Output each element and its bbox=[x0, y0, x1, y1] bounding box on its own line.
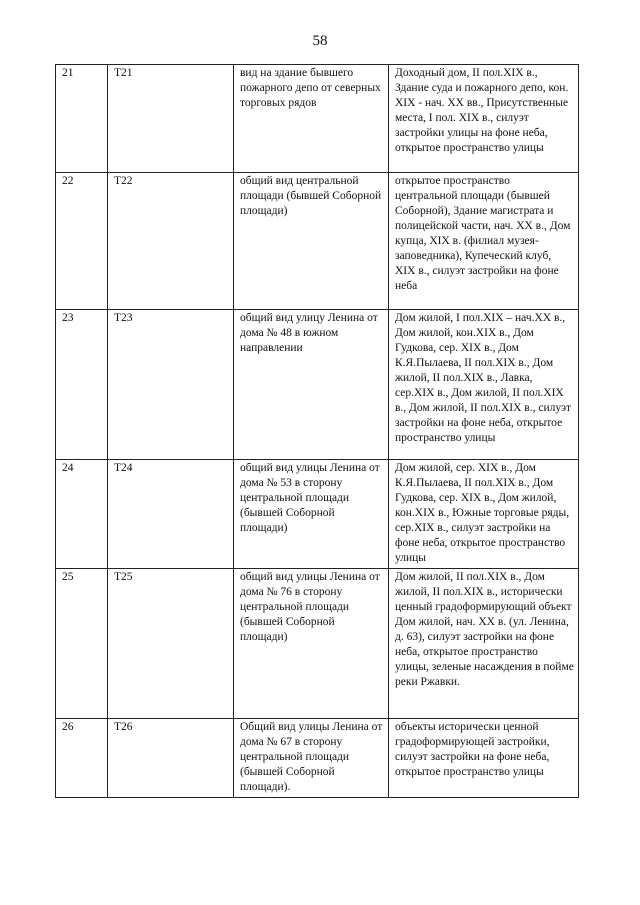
view-description: вид на здание бывшего пожарного депо от северных торговых рядов bbox=[234, 65, 389, 173]
point-code: T23 bbox=[108, 310, 234, 460]
view-description: общий вид улицы Ленина от дома № 76 в сторону центральной площади (бывшей Соборной площади) bbox=[234, 569, 389, 719]
row-number: 22 bbox=[56, 173, 108, 310]
table-row bbox=[56, 65, 579, 173]
view-objects: Дом жилой, сер. XIX в., Дом К.Я.Пылаева, II пол.XIX в., Дом Гудкова, сер. XIX в., Дом жилой, кон.XIX в., Южные торговые ряды, сер.XIX в., силуэт застройки на фоне неба, открытое пространство улицы bbox=[389, 460, 579, 569]
table-row bbox=[56, 569, 579, 719]
view-objects: объекты исторически ценной градоформирующей застройки, силуэт застройки на фоне неба, открытое пространство улицы bbox=[389, 719, 579, 798]
view-description: общий вид центральной площади (бывшей Соборной площади) bbox=[234, 173, 389, 310]
point-code: T25 bbox=[108, 569, 234, 719]
table-row bbox=[56, 173, 579, 310]
view-objects: Дом жилой, II пол.XIX в., Дом жилой, II пол.XIX в., исторически ценный градоформирующий объект Дом жилой, нач. XX в. (ул. Ленина, д. 63), силуэт застройки на фоне неба, открытое пространство улицы, зеленые насаждения в пойме реки Ржавки. bbox=[389, 569, 579, 719]
row-number: 23 bbox=[56, 310, 108, 460]
viewpoints-table bbox=[55, 64, 579, 798]
view-objects: Дом жилой, I пол.XIX – нач.XX в., Дом жилой, кон.XIX в., Дом Гудкова, сер. XIX в., Дом К.Я.Пылаева, II пол.XIX в., Дом жилой, II пол.XIX в., Лавка, сер.XIX в., Дом жилой, II пол.XIX в., Дом жилой, II пол.XIX в., силуэт застройки на фоне неба, открытое пространство улицы bbox=[389, 310, 579, 460]
point-code: T21 bbox=[108, 65, 234, 173]
point-code: T22 bbox=[108, 173, 234, 310]
table-row bbox=[56, 460, 579, 569]
view-objects: открытое пространство центральной площади (бывшей Соборной), Здание магистрата и полицейской части, нач. XX в., Дом купца, XIX в. (филиал музея-заповедника), Купеческий клуб, XIX в., силуэт застройки на фоне неба bbox=[389, 173, 579, 310]
table-row bbox=[56, 310, 579, 460]
view-description: общий вид улицу Ленина от дома № 48 в южном направлении bbox=[234, 310, 389, 460]
row-number: 21 bbox=[56, 65, 108, 173]
page-number: 58 bbox=[312, 33, 328, 49]
row-number: 24 bbox=[56, 460, 108, 569]
point-code: T26 bbox=[108, 719, 234, 798]
table-row bbox=[56, 719, 579, 798]
view-objects: Доходный дом, II пол.XIX в., Здание суда и пожарного депо, кон. XIX - нач. XX вв., Присутственные места, I пол. XIX в., силуэт застройки улицы на фоне неба, открытое пространство улицы bbox=[389, 65, 579, 173]
view-description: Общий вид улицы Ленина от дома № 67 в сторону центральной площади (бывшей Соборной площади). bbox=[234, 719, 389, 798]
row-number: 25 bbox=[56, 569, 108, 719]
row-number: 26 bbox=[56, 719, 108, 798]
point-code: T24 bbox=[108, 460, 234, 569]
view-description: общий вид улицы Ленина от дома № 53 в сторону центральной площади (бывшей Соборной площади) bbox=[234, 460, 389, 569]
